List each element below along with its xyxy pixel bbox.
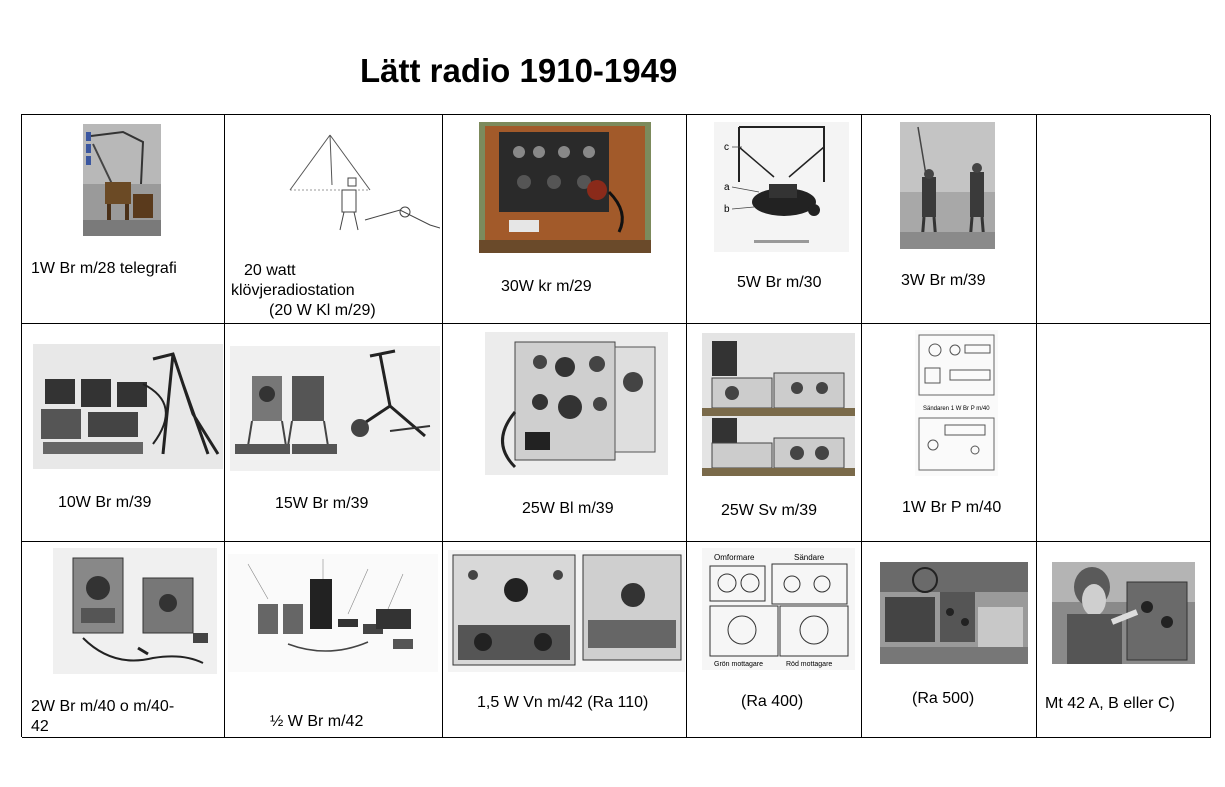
caption: 20 watt klövjeradiostation (20 W Kl m/29): [231, 262, 376, 319]
cell-25w-sv-m39: [687, 324, 862, 542]
cell-25w-bl-m39: [443, 324, 687, 542]
photo-15w-br-m39: [230, 346, 440, 471]
photo-mt-42: [1052, 562, 1195, 664]
svg-text:b: b: [724, 204, 730, 215]
caption: 3W Br m/39: [901, 272, 986, 289]
caption: 1W Br m/28 telegrafi: [31, 260, 177, 277]
svg-text:a: a: [724, 182, 730, 193]
photo-25w-sv-m39: [702, 333, 855, 476]
cell-20w-kl-m29: [225, 115, 443, 324]
photo-ra-500: [880, 562, 1028, 664]
caption: 10W Br m/39: [58, 494, 152, 511]
cell-ra-400: [687, 542, 862, 738]
svg-text:Röd mottagare: Röd mottagare: [786, 661, 833, 668]
cell-2w-br-m40: [22, 542, 225, 738]
drawing-1w-br-p-m40: [915, 330, 998, 476]
radio-table: [21, 114, 1210, 737]
caption: 30W kr m/29: [501, 278, 592, 295]
photo-1w-br-m28: [83, 124, 161, 236]
photo-30w-kr-m29: [479, 122, 651, 253]
caption: 25W Bl m/39: [522, 500, 614, 517]
caption: Mt 42 A, B eller C): [1045, 695, 1175, 712]
svg-text:Sändare: Sändare: [794, 553, 825, 562]
photo-half-w-br-m42: [228, 554, 438, 672]
svg-text:Omformare: Omformare: [714, 553, 755, 562]
caption: ½ W Br m/42: [270, 713, 364, 730]
cell-5w-br-m30: [687, 115, 862, 324]
caption: 2W Br m/40 o m/40- 42: [31, 698, 175, 735]
caption: (Ra 400): [741, 693, 804, 710]
page-title: Lätt radio 1910-1949: [360, 52, 678, 89]
photo-10w-br-m39: [33, 344, 223, 469]
svg-text:Sändaren 1 W Br P m/40: Sändaren 1 W Br P m/40: [923, 406, 990, 412]
svg-text:c: c: [724, 142, 729, 153]
caption: 1,5 W Vn m/42 (Ra 110): [477, 694, 649, 711]
cell-ra-500: [862, 542, 1037, 738]
cell-empty: [1037, 324, 1211, 542]
cell-half-w-br-m42: [225, 542, 443, 738]
svg-text:Grön mottagare: Grön mottagare: [714, 661, 764, 668]
cell-empty: [1037, 115, 1211, 324]
photo-2w-br-m40: [53, 548, 217, 674]
photo-1-5w-vn-m42: [448, 550, 685, 672]
cell-mt-42: [1037, 542, 1211, 738]
cell-3w-br-m39: [862, 115, 1037, 324]
cell-30w-kr-m29: [443, 115, 687, 324]
cell-10w-br-m39: [22, 324, 225, 542]
photo-25w-bl-m39: [485, 332, 668, 475]
cell-15w-br-m39: [225, 324, 443, 542]
caption: (Ra 500): [912, 690, 975, 707]
photo-ra-400: [702, 548, 855, 670]
cell-1-5w-vn-m42: [443, 542, 687, 738]
caption: 25W Sv m/39: [721, 502, 818, 519]
drawing-5w-br-m30: [714, 122, 849, 252]
cell-1w-br-p-m40: [862, 324, 1037, 542]
caption: 5W Br m/30: [737, 274, 822, 291]
cell-1w-br-m28: [22, 115, 225, 324]
photo-3w-br-m39: [900, 122, 995, 249]
caption: 1W Br P m/40: [902, 499, 1002, 516]
drawing-20w-kl-m29: [280, 130, 440, 235]
caption: 15W Br m/39: [275, 495, 369, 512]
